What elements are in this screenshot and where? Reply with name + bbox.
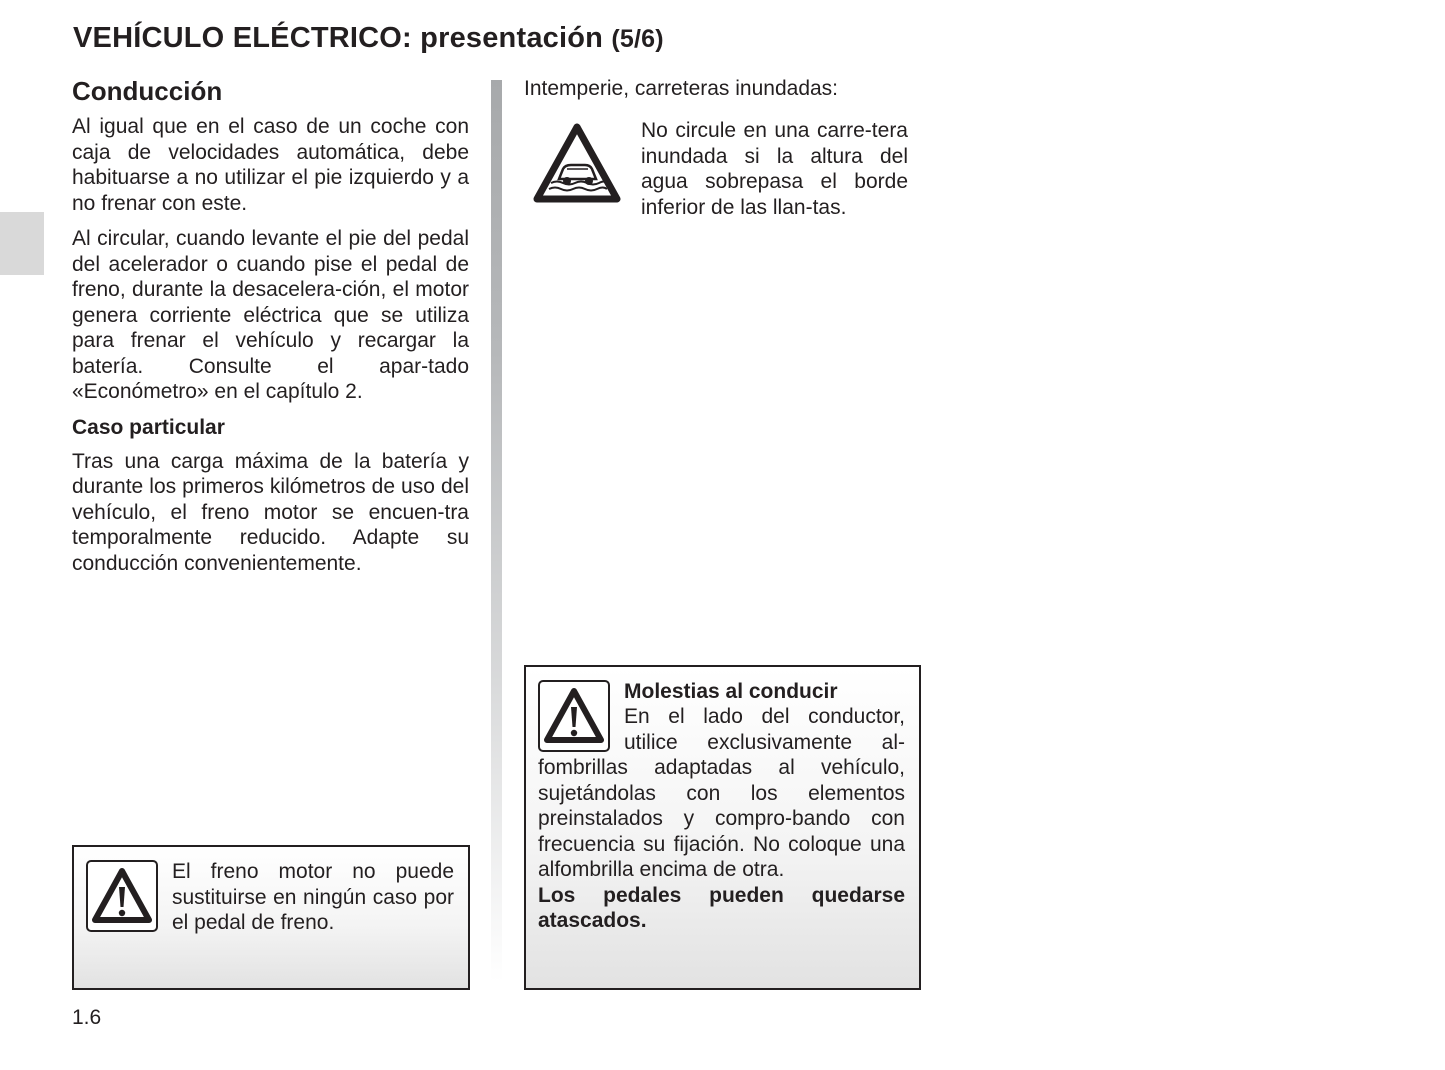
engine-brake-warning-text: El freno motor no puede sustituirse en ningún caso por el pedal de freno. [172, 860, 454, 934]
page-title-main: VEHÍCULO ELÉCTRICO: presentación [73, 22, 604, 54]
right-column [524, 76, 921, 220]
subheading-caso-particular: Caso particular [72, 415, 225, 439]
section-heading-conduccion: Conducción [72, 76, 223, 106]
page-number: 1.6 [72, 1006, 102, 1029]
chapter-side-tab [0, 212, 44, 275]
warning-triangle-icon [86, 860, 158, 932]
left-column [72, 76, 469, 586]
warning-triangle-icon [538, 680, 610, 752]
floor-mats-warning-bold: Los pedales pueden quedarse atascados. [538, 883, 905, 932]
engine-brake-warning-box [72, 845, 470, 990]
page-title-part: (5/6) [611, 25, 664, 53]
paragraph-1: Al igual que en el caso de un coche con caja de velocidades automática, debe habituarse a no utilizar el pie izquierdo y a no frenar con este. [72, 115, 469, 215]
floor-mats-warning-text: En el lado del conductor, utilice exclusivamente al-fombrillas adaptadas al vehículo, sujetándolas con los elementos preinstalados y compro-bando con frecuencia su fijación. No coloque una alfombrilla encima de otra. [538, 705, 905, 881]
flooded-road-icon [533, 121, 621, 205]
paragraph-caso-particular: Tras una carga máxima de la batería y durante los primeros kilómetros de uso del vehículo, el freno motor se encuen-tra temporalmente reducido. Adapte su conducción convenientemente. [72, 449, 469, 575]
flood-warning [524, 121, 921, 220]
page-title [73, 22, 664, 55]
flood-warning-text: No circule en una carre-tera inundada si la altura del agua sobrepasa el borde inferior de las llan-tas. [641, 119, 908, 219]
weather-intro: Intemperie, carreteras inundadas: [524, 77, 839, 100]
column-divider [491, 80, 502, 982]
floor-mats-warning-title: Molestias al conducir [624, 680, 838, 703]
paragraph-2: Al circular, cuando levante el pie del pedal del acelerador o cuando pise el pedal de freno, durante la desacelera-ción, el motor genera corriente eléctrica que se utiliza para frenar el vehículo y recargar la batería. Consulte el apar-tado «Económetro» en el capítulo 2. [72, 227, 469, 403]
floor-mats-warning-box [524, 665, 921, 990]
